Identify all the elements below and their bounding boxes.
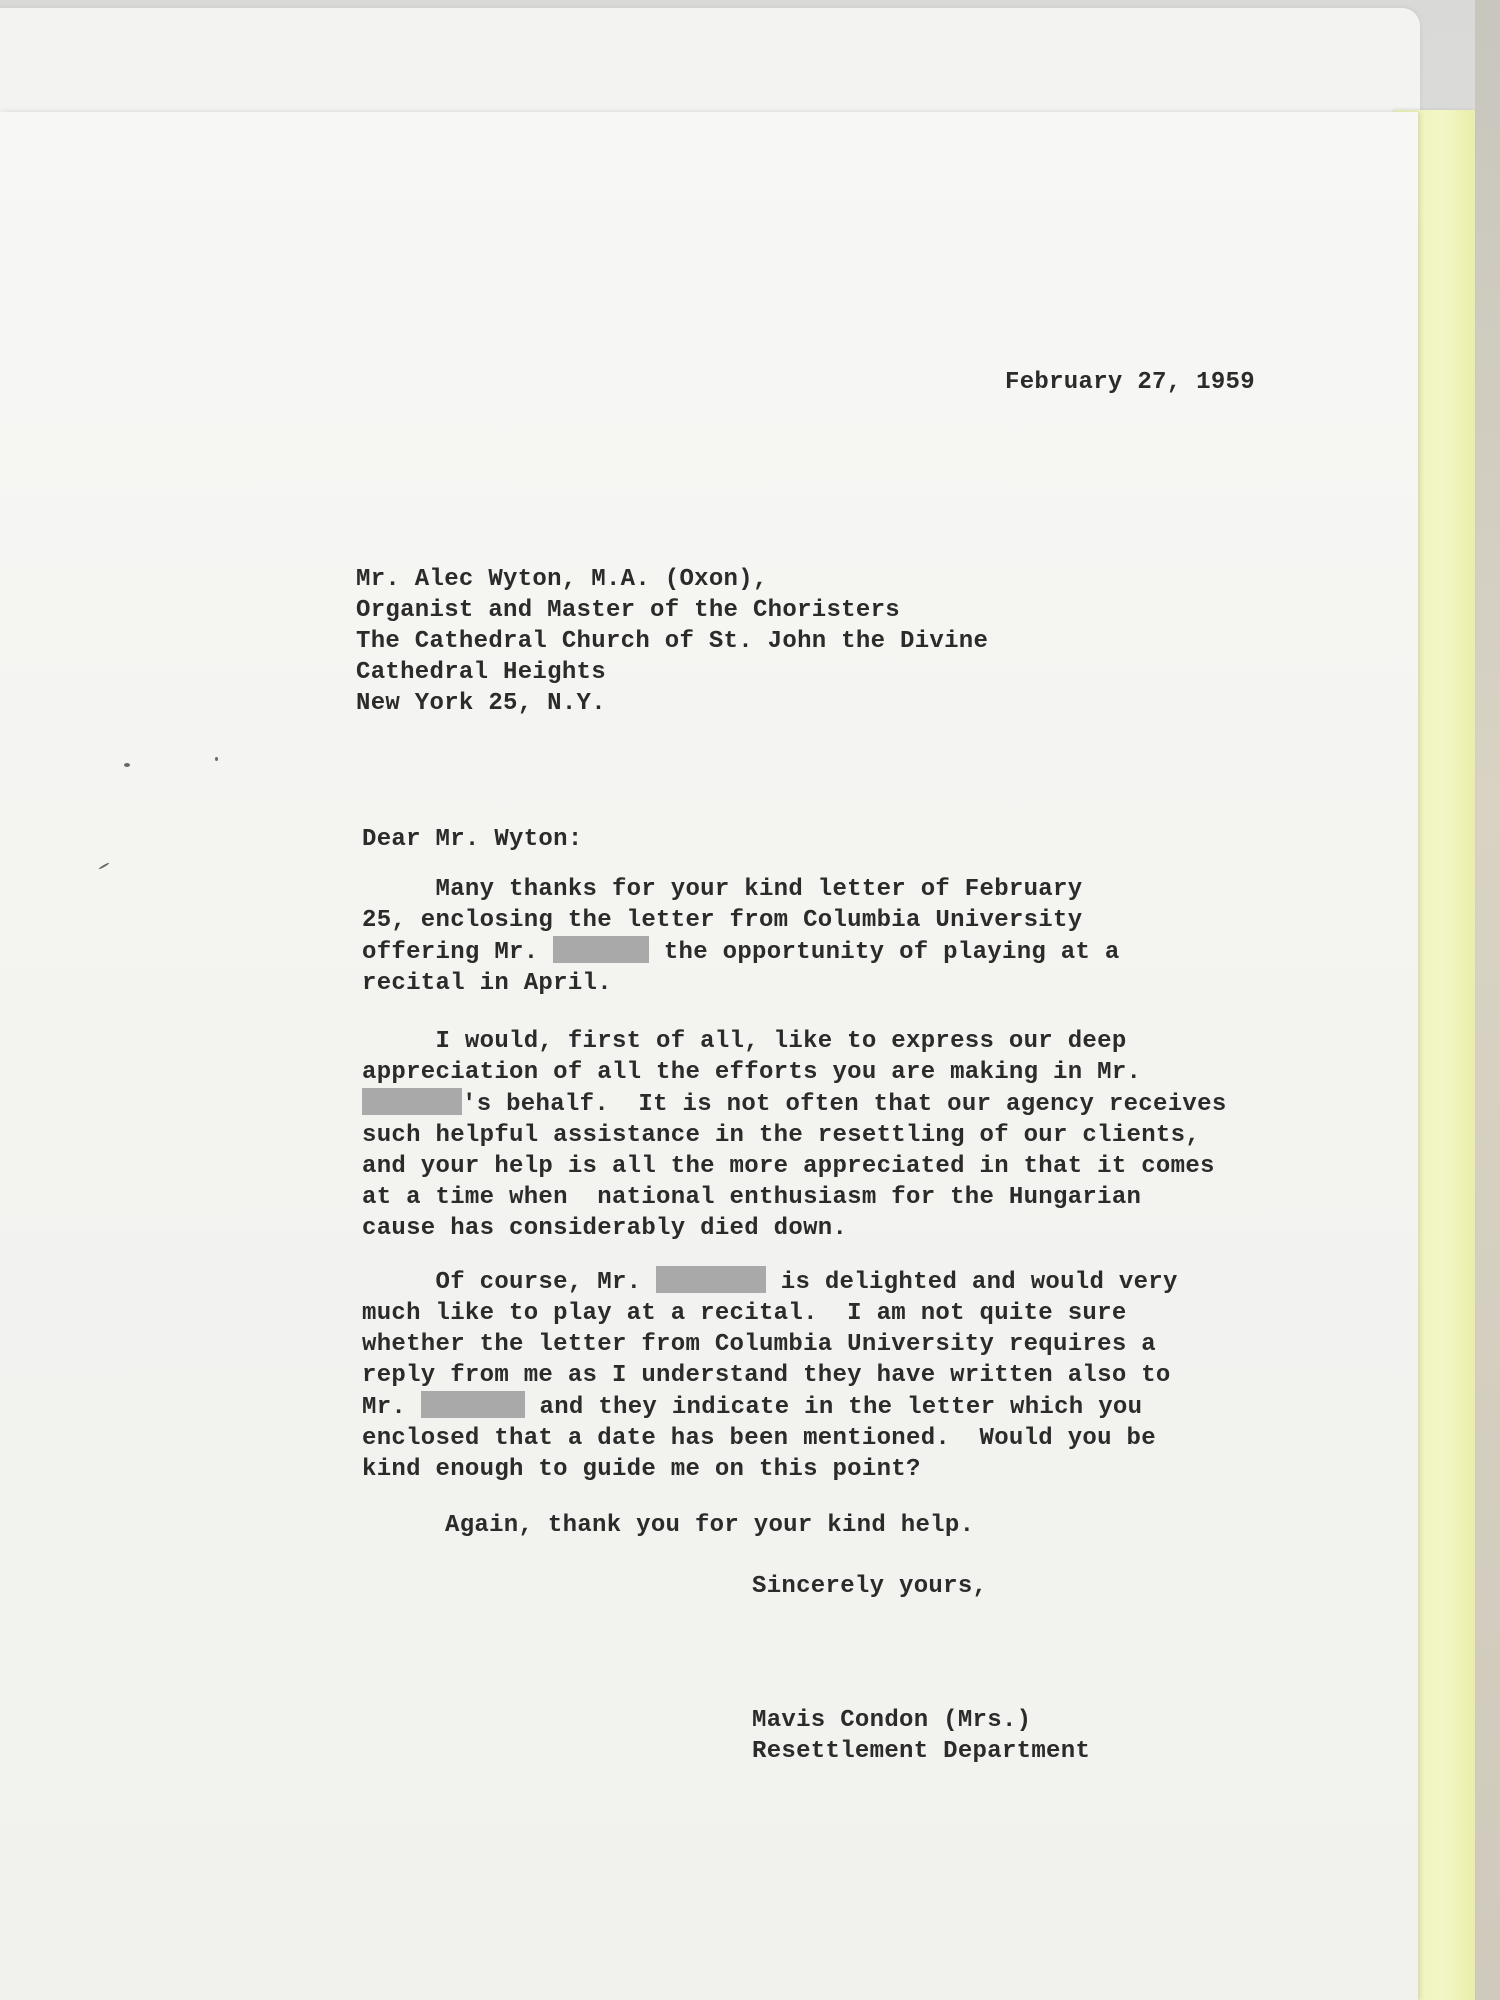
text-line: enclosed that a date has been mentioned. Would you be [362,1425,1156,1452]
redaction-box [421,1391,525,1418]
signer-name: Mavis Condon (Mrs.) [752,1707,1032,1734]
folder-edge [1475,0,1500,2000]
text-line: I would, first of all, like to express our deep [362,1028,1127,1055]
text-line: the opportunity of playing at a [649,939,1120,966]
text-line: kind enough to guide me on this point? [362,1456,921,1483]
text-line: and they indicate in the letter which you [524,1394,1143,1421]
text-line: offering Mr. [362,939,554,966]
text-line: is delighted and would very [766,1269,1178,1296]
text-line: Mr. [362,1394,421,1421]
recipient-address [356,564,988,719]
text-line: appreciation of all the efforts you are making in Mr. [362,1059,1142,1086]
redaction-box [656,1266,766,1293]
text-line: Many thanks for your kind letter of February [362,876,1083,903]
recipient-title: Organist and Master of the Choristers [356,597,900,624]
text-line: recital in April. [362,970,612,997]
text-line: cause has considerably died down. [362,1215,848,1242]
text-line: 25, enclosing the letter from Columbia University [362,907,1083,934]
paragraph-2 [362,1026,1227,1244]
complimentary-close: Sincerely yours, [752,1573,988,1600]
text-line: reply from me as I understand they have written also to [362,1362,1171,1389]
salutation: Dear Mr. Wyton: [362,826,583,853]
redaction-box [362,1088,462,1115]
paper-speck [124,763,130,767]
closing-sentence: Again, thank you for your kind help. [445,1512,975,1539]
text-line: and your help is all the more appreciated in that it comes [362,1153,1215,1180]
paragraph-3 [362,1266,1178,1485]
recipient-name: Mr. Alec Wyton, M.A. (Oxon), [356,566,768,593]
redaction-box [553,936,649,963]
paper-speck [98,862,109,870]
paper-speck [215,757,218,761]
text-line: at a time when national enthusiasm for the Hungarian [362,1184,1142,1211]
text-line: Of course, Mr. [362,1269,657,1296]
recipient-organization: The Cathedral Church of St. John the Divine [356,628,989,655]
signer-department: Resettlement Department [752,1738,1091,1765]
recipient-city: New York 25, N.Y. [356,690,606,717]
paragraph-1 [362,874,1120,999]
text-line: 's behalf. It is not often that our agency receives [462,1091,1227,1118]
text-line: such helpful assistance in the resettling of our clients, [362,1122,1201,1149]
text-line: whether the letter from Columbia University requires a [362,1331,1156,1358]
text-line: much like to play at a recital. I am not quite sure [362,1300,1127,1327]
recipient-street: Cathedral Heights [356,659,606,686]
letter-date: February 27, 1959 [1005,369,1255,396]
signature-block [752,1705,1090,1767]
